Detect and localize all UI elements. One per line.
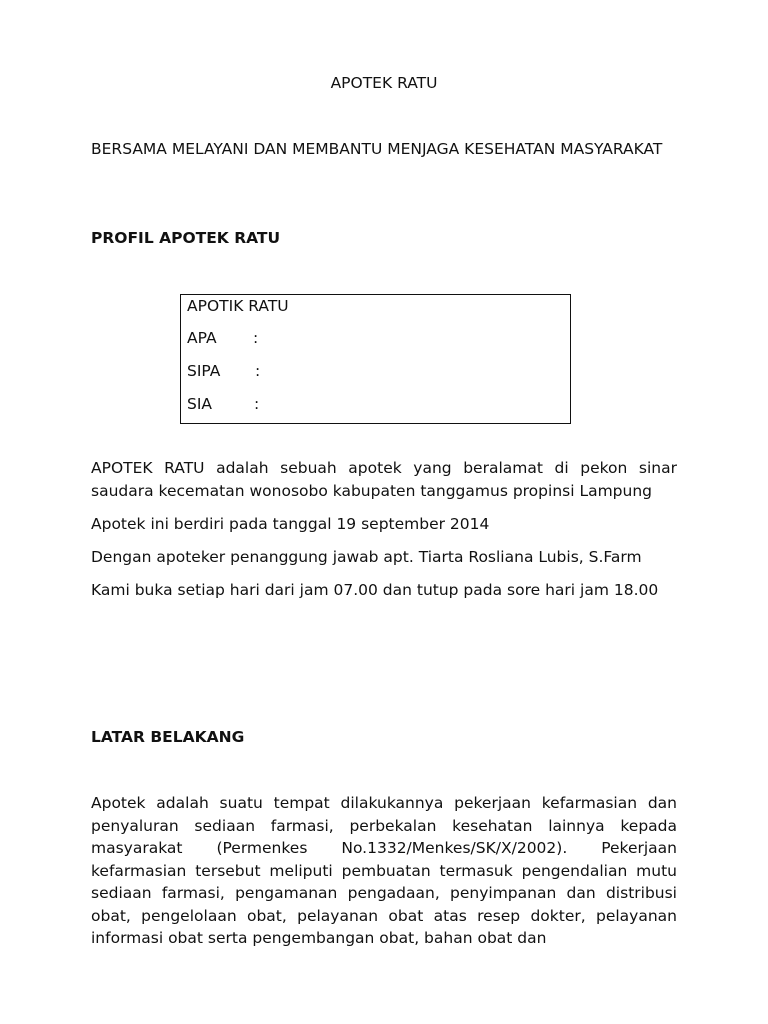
- tagline: BERSAMA MELAYANI DAN MEMBANTU MENJAGA KESEHATAN MASYARAKAT: [91, 140, 663, 158]
- profile-row-sia: [187, 393, 260, 415]
- profile-row-label: SIA: [187, 395, 213, 413]
- profile-row-colon: :: [254, 395, 260, 413]
- profile-box-title: APOTIK RATU: [187, 297, 289, 315]
- paragraph-founded: Apotek ini berdiri pada tanggal 19 september 2014: [91, 515, 490, 533]
- paragraph-pharmacist: Dengan apoteker penanggung jawab apt. Tiarta Rosliana Lubis, S.Farm: [91, 548, 642, 566]
- profile-row-label: APA: [187, 329, 217, 347]
- profile-heading: PROFIL APOTEK RATU: [91, 229, 281, 247]
- profile-row-sipa: [187, 360, 261, 382]
- paragraph-address: APOTEK RATU adalah sebuah apotek yang beralamat di pekon sinar saudara kecematan wonosobo kabupaten tanggamus propinsi Lampung: [91, 459, 677, 500]
- profile-row-apa: [187, 327, 259, 349]
- profile-row-label: SIPA: [187, 362, 221, 380]
- background-paragraph: Apotek adalah suatu tempat dilakukannya pekerjaan kefarmasian dan penyaluran sediaan farmasi, perbekalan kesehatan lainnya kepada masyarakat (Permenkes No.1332/Menkes/SK/X/2002). Pekerjaan kefarmasian tersebut meliputi pembuatan termasuk pengendalian mutu sediaan farmasi, pengamanan pengadaan, penyimpanan dan distribusi obat, pengelolaan obat, pelayanan obat atas resep dokter, pelayanan informasi obat serta pengembangan obat, bahan obat dan: [91, 794, 677, 947]
- paragraph-hours: Kami buka setiap hari dari jam 07.00 dan tutup pada sore hari jam 18.00: [91, 581, 659, 599]
- document-title: APOTEK RATU: [330, 74, 438, 92]
- profile-row-colon: :: [253, 329, 259, 347]
- profile-row-colon: :: [255, 362, 261, 380]
- background-heading: LATAR BELAKANG: [91, 728, 245, 746]
- profile-box: [180, 294, 571, 424]
